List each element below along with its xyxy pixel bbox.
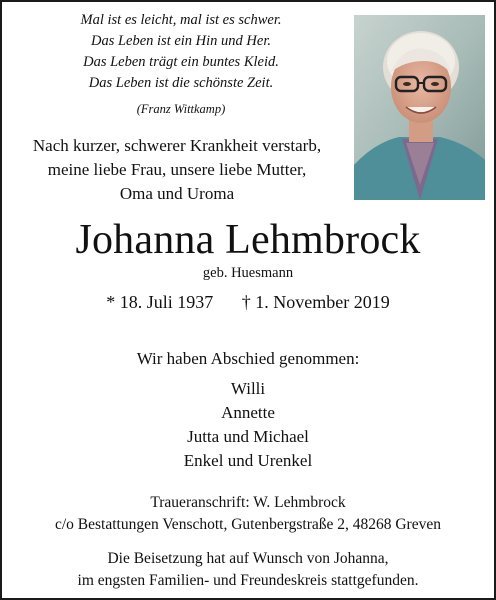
burial-note-line: Die Beisetzung hat auf Wunsch von Johanna,	[107, 550, 389, 567]
poem-line: Das Leben ist die schönste Zeit.	[88, 75, 274, 91]
deceased-name: Johanna Lehmbrock	[75, 217, 421, 263]
poem-author: (Franz Wittkamp)	[136, 102, 226, 116]
family-heading: Wir haben Abschied genommen:	[136, 349, 360, 368]
mourning-address	[2, 492, 494, 536]
death-date: † 1. November 2019	[241, 292, 390, 312]
poem-line: Das Leben ist ein Hin und Her.	[90, 33, 272, 49]
intro-line: Oma und Uroma	[119, 184, 235, 203]
address-line: c/o Bestattungen Venschott, Gutenbergstraße 2, 48268 Greven	[55, 516, 441, 533]
poem	[16, 10, 346, 120]
burial-note	[2, 548, 494, 592]
family-member: Annette	[221, 403, 275, 422]
birth-date: * 18. Juli 1937	[106, 292, 214, 312]
portrait-photo	[354, 15, 485, 200]
family-section	[2, 347, 494, 473]
intro-line: meine liebe Frau, unsere liebe Mutter,	[47, 160, 307, 179]
intro-text	[12, 134, 342, 206]
burial-note-line: im engsten Familien- und Freundeskreis stattgefunden.	[77, 572, 419, 589]
intro-line: Nach kurzer, schwerer Krankheit verstarb,	[32, 136, 322, 155]
poem-line: Das Leben trägt ein buntes Kleid.	[83, 54, 279, 70]
life-dates	[2, 292, 494, 313]
family-member: Jutta und Michael	[187, 427, 309, 446]
family-member: Willi	[230, 379, 266, 398]
poem-line: Mal ist es leicht, mal ist es schwer.	[80, 12, 282, 28]
family-member: Enkel und Urenkel	[183, 451, 313, 470]
address-line: Traueranschrift: W. Lehmbrock	[150, 494, 346, 511]
maiden-name: geb. Huesmann	[202, 265, 294, 281]
